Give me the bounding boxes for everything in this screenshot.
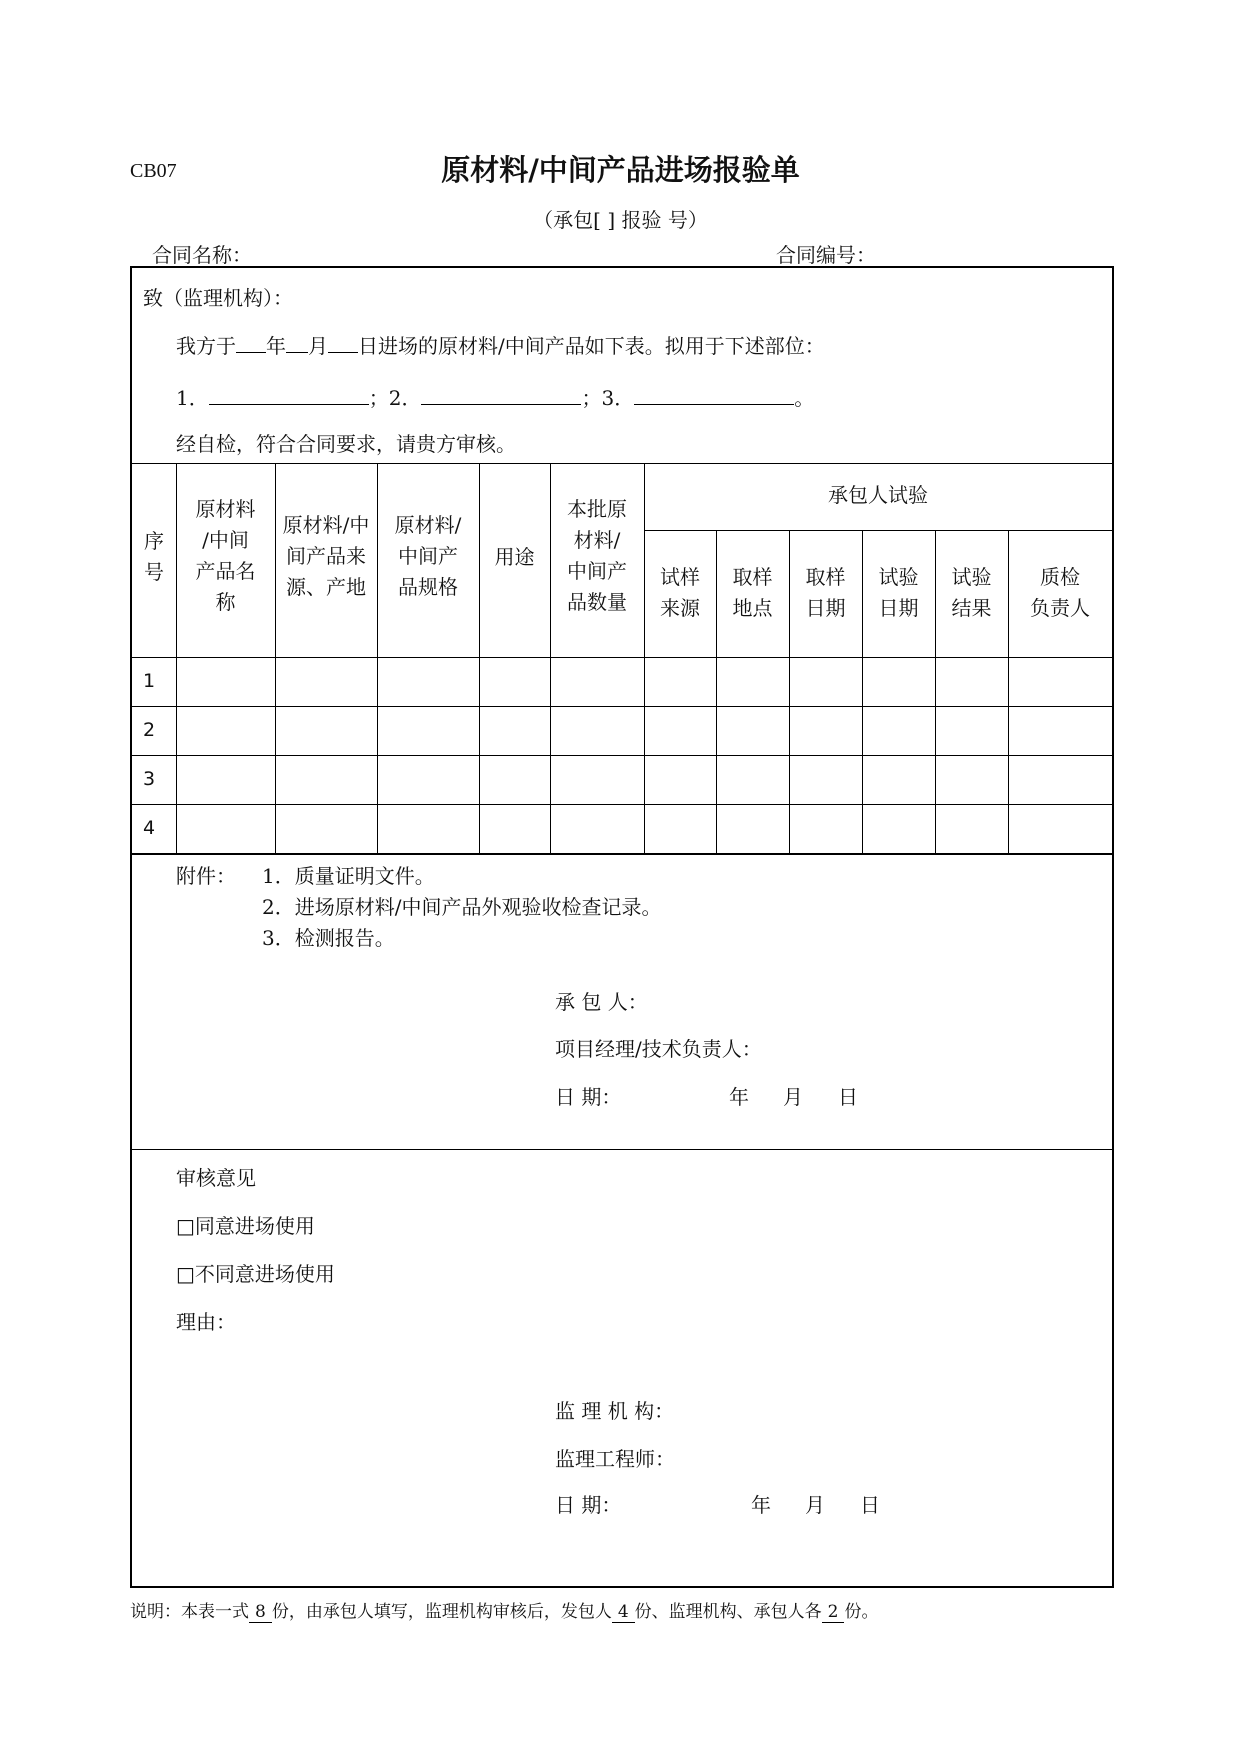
row-line-1	[132, 706, 1112, 707]
reason-label: 理由：	[176, 1310, 236, 1334]
year-blank[interactable]	[236, 334, 266, 353]
review-date-year: 年	[751, 1493, 771, 1517]
col-line-6	[644, 463, 645, 853]
review-date-day: 日	[860, 1493, 880, 1517]
self-check-text: 经自检，符合合同要求，请贵方审核。	[176, 432, 516, 456]
supervision-engineer-label: 监理工程师：	[555, 1447, 675, 1471]
header-material-name: 原材料 /中间 产品名 称	[195, 497, 256, 614]
copies-each: 2	[822, 1602, 845, 1623]
header-use: 用途	[494, 545, 535, 569]
row-line-2	[132, 755, 1112, 756]
site-end: 。	[794, 386, 815, 410]
review-date-month: 月	[805, 1493, 825, 1517]
review-divider-line	[132, 1149, 1112, 1150]
row-number-4: 4	[143, 817, 156, 839]
table-bottom-line	[132, 853, 1112, 855]
header-sample-site: 取样 地点	[732, 565, 773, 620]
footnote-part-4: 份。	[844, 1602, 879, 1622]
header-seq: 序 号	[144, 529, 164, 584]
arrival-date-line	[176, 330, 825, 359]
copies-total: 8	[249, 1602, 272, 1623]
attachment-item-3: 3．检测报告。	[262, 926, 395, 950]
footnote-part-2: 份，由承包人填写，监理机构审核后，发包人	[271, 1602, 612, 1622]
month-blank[interactable]	[286, 334, 308, 353]
header-sample-date: 取样 日期	[805, 565, 846, 620]
header-bottom-line	[132, 657, 1112, 658]
contract-number-label: 合同编号：	[776, 243, 876, 267]
site-2-blank[interactable]	[421, 386, 581, 405]
footnote-part-3: 份、监理机构、承包人各	[634, 1602, 822, 1622]
contractor-date-label: 日 期：	[555, 1085, 622, 1109]
month-text: 月	[308, 334, 328, 358]
site-2-label: ；2．	[368, 386, 422, 410]
form-frame	[130, 266, 1114, 1588]
form-title: 原材料/中间产品进场报验单	[441, 153, 800, 187]
arrival-suffix: 日进场的原材料/中间产品如下表。拟用于下述部位：	[358, 334, 825, 358]
arrival-prefix: 我方于	[176, 334, 236, 358]
review-title: 审核意见	[176, 1166, 256, 1190]
site-3-label: ；3．	[581, 386, 635, 410]
day-blank[interactable]	[328, 334, 358, 353]
attachment-item-1: 1．质量证明文件。	[262, 864, 435, 888]
form-code: CB07	[130, 160, 177, 182]
attachment-item-2: 2．进场原材料/中间产品外观验收检查记录。	[262, 895, 662, 919]
site-3-blank[interactable]	[634, 386, 794, 405]
header-qc-person: 质检 负责人	[1030, 565, 1090, 620]
agree-checkbox[interactable]: □同意进场使用	[176, 1214, 315, 1238]
contractor-date-year: 年	[729, 1085, 749, 1109]
copies-owner: 4	[612, 1602, 635, 1623]
site-1-blank[interactable]	[209, 386, 369, 405]
attachments-label: 附件：	[176, 864, 236, 888]
row-number-1: 1	[143, 670, 156, 692]
footnote-part-1: 说明：本表一式	[130, 1602, 249, 1622]
review-date-label: 日 期：	[555, 1493, 622, 1517]
col-line-4	[479, 463, 480, 853]
contractor-date-day: 日	[838, 1085, 858, 1109]
group-divider-line	[644, 530, 1112, 531]
site-1-label: 1．	[176, 386, 209, 410]
header-test-result: 试验 结果	[951, 565, 992, 620]
project-manager-label: 项目经理/技术负责人：	[555, 1037, 762, 1061]
to-supervision-label: 致（监理机构）：	[143, 286, 293, 310]
contractor-label: 承 包 人：	[555, 990, 648, 1014]
row-number-3: 3	[143, 768, 156, 790]
header-contractor-test: 承包人试验	[828, 483, 928, 507]
header-material-spec: 原材料/ 中间产 品规格	[394, 513, 462, 599]
footnote	[130, 1597, 878, 1622]
contractor-date-month: 月	[783, 1085, 803, 1109]
header-sample-source: 试样 来源	[660, 565, 700, 620]
usage-sites-line	[176, 382, 814, 411]
table-top-line	[132, 463, 1112, 464]
header-batch-qty: 本批原 材料/ 中间产 品数量	[567, 497, 627, 614]
supervision-org-label: 监 理 机 构：	[555, 1399, 675, 1423]
header-material-source: 原材料/中 间产品来 源、产地	[282, 513, 370, 599]
contract-name-label: 合同名称：	[152, 243, 252, 267]
disagree-checkbox[interactable]: □不同意进场使用	[176, 1262, 335, 1286]
header-test-date: 试验 日期	[878, 565, 919, 620]
form-subtitle: （承包[ ] 报验 号）	[533, 208, 708, 232]
row-line-3	[132, 804, 1112, 805]
year-text: 年	[266, 334, 286, 358]
row-number-2: 2	[143, 719, 156, 741]
